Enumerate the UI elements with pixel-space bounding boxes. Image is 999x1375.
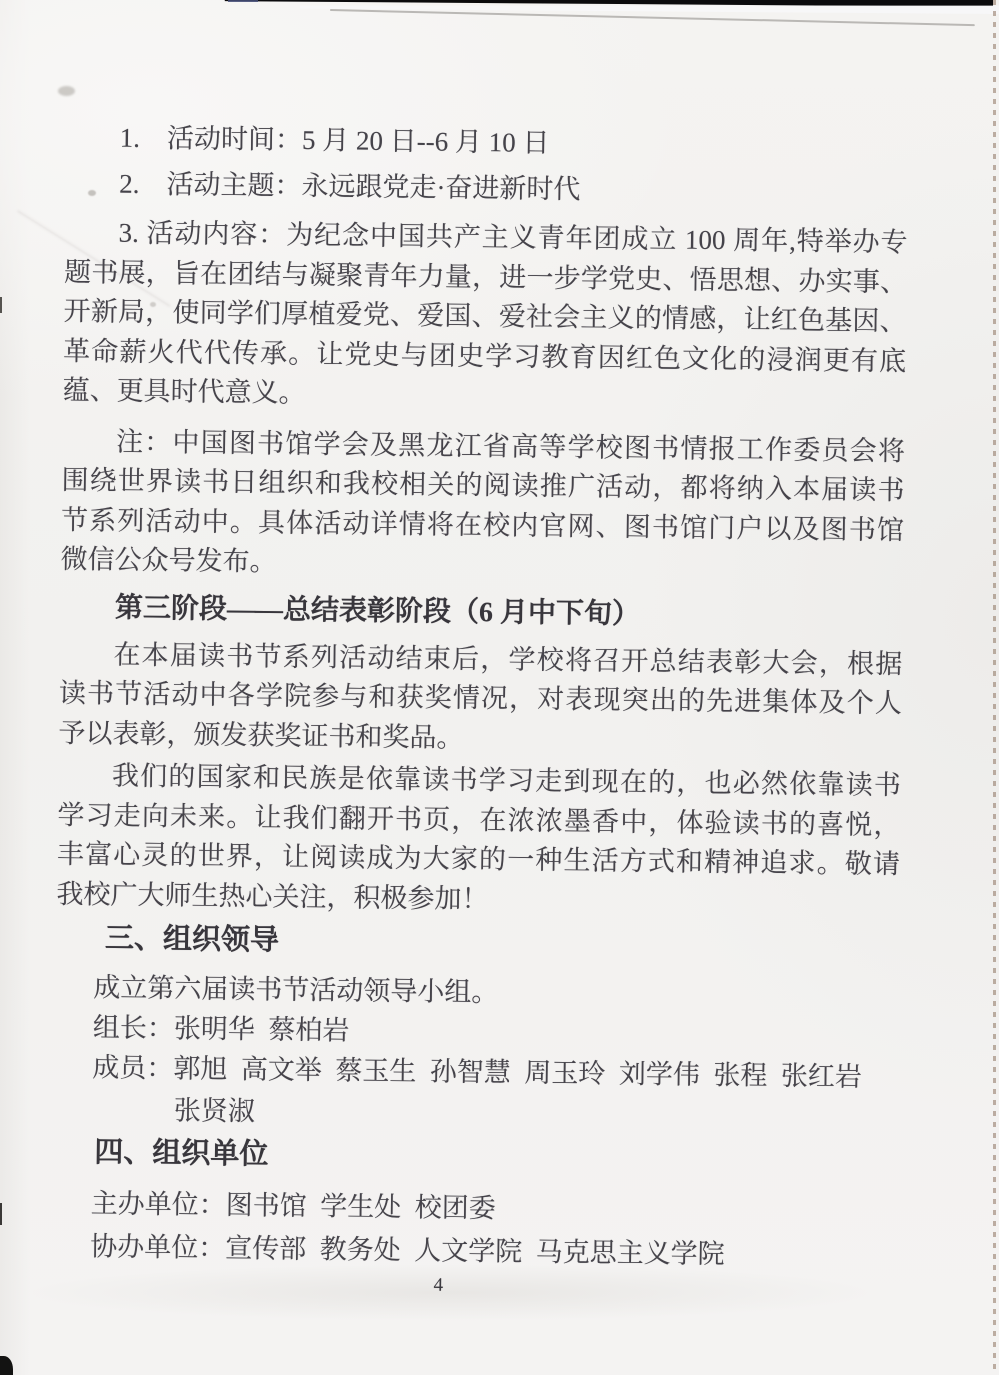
document-body — [52, 118, 909, 1304]
text-line: 读书节活动中各学院参与和获奖情况，对表现突出的先进集体及个人 — [58, 677, 903, 719]
ink-mark-left-lower — [0, 1203, 2, 1225]
members-block — [54, 1047, 898, 1140]
list-item-activity-theme: 2. 活动主题：永远跟党走·奋进新时代 — [119, 168, 581, 204]
ink-mark-bottom-left-corner — [0, 1356, 13, 1375]
paper-speck — [58, 86, 75, 96]
host-units-line: 主办单位：图书馆 学生处 校团委 — [90, 1188, 496, 1224]
text-line: 予以表彰，颁发获奖证书和奖品。 — [58, 717, 464, 753]
page-number: 4 — [433, 1274, 444, 1296]
co-host-units-line: 协办单位：宣传部 教务处 人文学院 马克思主义学院 — [90, 1231, 725, 1270]
stage3-paragraph — [58, 634, 902, 763]
text-line: 注：中国图书馆学会及黑龙江省高等学校图书情报工作委员会将 — [115, 426, 906, 466]
leadership-intro-line: 成立第六届读书节活动领导小组。 — [93, 972, 499, 1008]
text-line: 节系列活动中。具体活动详情将在校内官网、图书馆门户以及图书馆 — [60, 504, 905, 545]
text-line: 丰富心灵的世界，让阅读成为大家的一种生活方式和精神追求。敬请 — [56, 838, 901, 880]
activity-content-paragraph — [62, 213, 907, 421]
members-line-continued: 张贤淑 — [173, 1094, 256, 1126]
text-line: 我们的国家和民族是依靠读书学习走到现在的，也必然依靠读书 — [111, 760, 902, 801]
text-line: 革命薪火代代传承。让党史与团史学习教育因红色文化的浸润更有底 — [62, 335, 907, 376]
scan-dashed-right-edge — [993, 0, 996, 1375]
text-line: 围绕世界读书日组织和我校相关的阅读推广活动，都将纳入本届读书 — [61, 464, 905, 506]
stage3-heading: 第三阶段——总结表彰阶段（6 月中下旬） — [114, 592, 641, 630]
text-line: 3. 活动内容：为纪念中国共产主义青年团成立 100 周年,特举办专 — [118, 217, 908, 258]
text-line: 微信公众号发布。 — [60, 543, 277, 577]
text-line: 我校广大师生热心关注，积极参加！ — [56, 878, 489, 914]
text-line: 蕴、更具时代意义。 — [62, 374, 306, 408]
list-item-activity-time: 1. 活动时间：5 月 20 日--6 月 10 日 — [119, 122, 550, 158]
text-line: 学习走向未来。让我们翻开书页，在浓浓墨香中，体验读书的喜悦， — [57, 799, 901, 840]
text-line: 在本届读书节系列活动结束后，学校将召开总结表彰大会，根据 — [113, 639, 903, 679]
ink-mark-left-upper — [0, 297, 2, 313]
text-line: 开新局，使同学们厚植爱党、爱国、爱社会主义的情感，让红色基因、 — [63, 295, 907, 337]
scanner-strip-blue-tint — [228, 0, 258, 2]
section-heading-organization-leadership: 三、组织领导 — [104, 922, 280, 957]
closing-paragraph — [56, 756, 901, 924]
members-line: 成员：郭旭 高文举 蔡玉生 孙智慧 周玉玲 刘学伟 张程 张红岩 — [92, 1052, 863, 1092]
text-line: 题书展，旨在团结与凝聚青年力量，进一步学党史、悟思想、办实事、 — [63, 256, 908, 297]
section-heading-organizing-units: 四、组织单位 — [94, 1136, 269, 1171]
group-leader-line: 组长：张明华 蔡柏岩 — [92, 1012, 350, 1046]
note-paragraph — [60, 421, 905, 589]
